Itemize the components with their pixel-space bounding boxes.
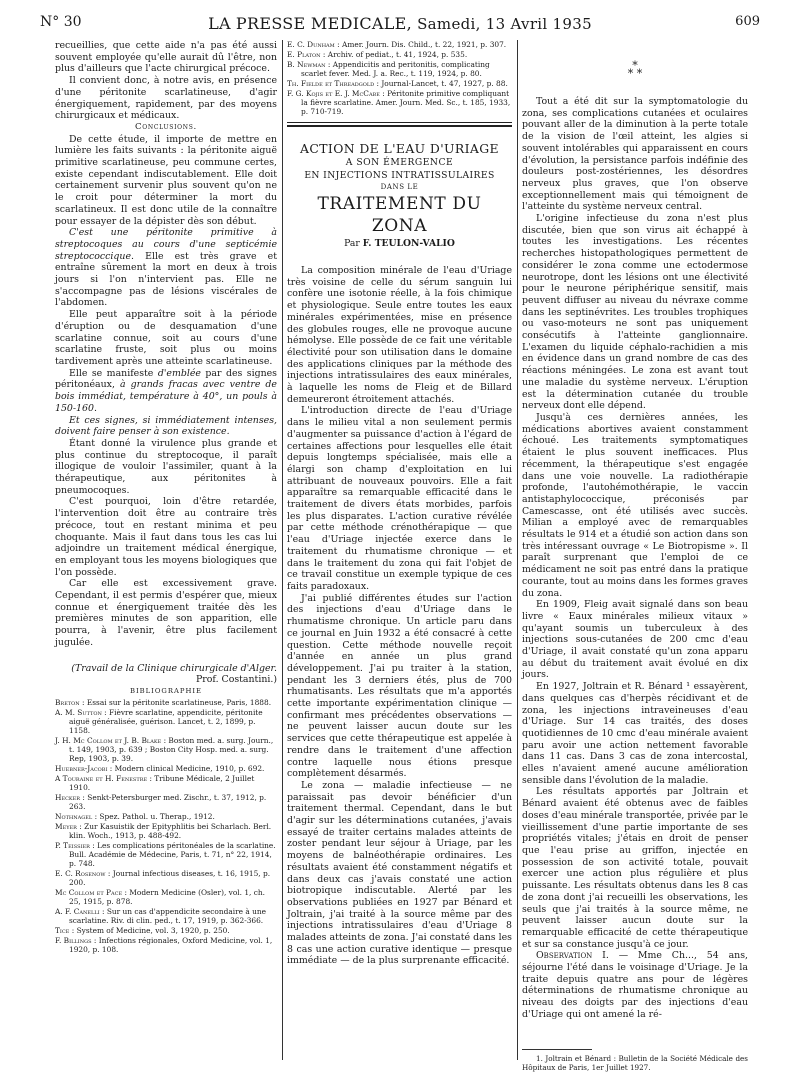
column-left — [55, 40, 277, 955]
bibliography-entry — [55, 926, 277, 935]
reference-author: F. Billings — [55, 935, 92, 945]
reference-text: : Les complications péritonéales de la scarlatine. Bull. Académie de Médecine, Paris, t. 71, n° 22, 1914, p. 748. — [69, 840, 276, 868]
paragraph: En 1909, Fleig avait signalé dans son beau livre « Eaux minérales milieux vitaux » qu'ayant soumis un tuberculeux à des injections sous-cutanées de 200 cmc d'eau d'Uriage, il avait constaté qu'un zona apparu au début du traitement avait évolué en dix jours. — [522, 599, 748, 681]
signature-author: Prof. Costantini.) — [196, 674, 277, 686]
paragraph: Les résultats apportés par Joltrain et Bénard avaient été obtenus avec de faibles doses d'eau minérale transportée, privée par le vieillissement d'une partie importante de ses propriétés vitales; j'étais en droit de penser que l'eau prise au griffon, injectée en possession de son activité totale, pouvait exercer une action plus régulière et plus puissante. Les résultats obtenus dans les 8 cas de zona dont j'ai recueilli les observations, les seuls que j'ai traités à la source même, ne peuvent laisser aucun doute sur la remarquable efficacité de cette thérapeutique et sur sa constance jusqu'à ce jour. — [522, 786, 748, 950]
reference-text: : Modern Medicine (Osler), vol. 1, ch. 25, 1915, p. 878. — [69, 887, 266, 906]
reference-text: : Boston med. a. surg. Journ., t. 149, 1903, p. 639 ; Boston City Hosp. med. a. surg. Rep, 1903, p. 39. — [69, 735, 274, 763]
paragraph — [55, 227, 277, 309]
issue-number: N° 30 — [40, 14, 82, 30]
reference-author: E. Platon — [287, 50, 321, 59]
reference-author: Breton — [55, 697, 80, 707]
running-header — [40, 14, 760, 38]
bibliography-entry — [55, 841, 277, 868]
paragraph: J'ai publié différentes études sur l'action des injections d'eau d'Uriage dans le rhumatisme chronique. Un article paru dans ce journal en Juin 1932 a été consacré à cette question. Cette méthode nouvelle reçoit d'année en année un plus grand développement. J'ai pu traiter à la station, pendant les 3 derniers étés, plus de 700 rhumatisants. Les résultats que m'a apportés cette importante expérimentation clinique — confirmant mes précédentes observations — ne peuvent laisser aucun doute sur les services que cette thérapeutique est appelée à rendre dans le traitement d'une affection contre laquelle nous étions presque complètement désarmés. — [287, 592, 512, 780]
paragraph — [55, 368, 277, 415]
reference-text: : Senkt-Petersburger med. Zischr., t. 37, 1912, p. 263. — [69, 792, 267, 811]
paragraph: recueillies, que cette aide n'a pas été aussi souvent employée qu'elle aurait dû l'être, non plus d'ailleurs que l'acte chirurgical précoce. — [55, 40, 277, 75]
paragraph: La composition minérale de l'eau d'Uriage très voisine de celle du sérum sanguin lui confère une isotonie réelle, à la fois chimique et physiologique. Seule entre toutes les eaux minérales expérimentées, mise en présence des globules rouges, elle ne provoque aucune hémolyse. Elle possède de ce fait une véritable électivité pour son utilisation dans le domaine des applications cliniques par la méthode des injections intratissulaires des eaux minérales, à laquelle les noms de Fleig et de Billard demeureront étroitement attachés. — [287, 265, 512, 405]
bibliography-entry — [55, 888, 277, 906]
reference-text: : Sur un cas d'appendicite secondaire à une scarlatine. Riv. di clin. ped., t. 17, 1919, p. 362-366. — [69, 906, 267, 925]
paragraph: Étant donné la virulence plus grande et plus continue du streptocoque, il paraît illogique de vouloir l'assimiler, quant à la thérapeutique, aux péritonites à pneumocoques. — [55, 437, 277, 496]
reference-author: Meyer — [55, 821, 77, 831]
journal-title-main: PRESSE MEDICALE, — [235, 14, 413, 33]
paragraph: L'introduction directe de l'eau d'Uriage dans le milieu vital a non seulement permis d'augmenter sa puissance d'action à l'égard de certaines affections pour lesquelles elle était depuis longtemps spécialisée, mais elle a élargi son champ d'exploitation en lui attribuant de nouveaux pouvoirs. Elle a fait apparaître sa remarquable efficacité dans le traitement de divers états morbides, parfois les plus disparates. L'action curative révélée par cette méthode crénothérapique — que l'eau d'Uriage injectée exerce dans le traitement du rhumatisme chronique — et dans le traitement du zona qui fait l'objet de ce travail constitue un exemple typique de ces faits paradoxaux. — [287, 405, 512, 592]
reference-author: Hecker — [55, 792, 81, 802]
bibliography-entry — [287, 40, 512, 49]
text-run: par des signes péritonéaux, — [55, 367, 277, 391]
paragraph: Elle peut apparaître soit à la période d'éruption ou de desquamation d'une scarlatine connue, soit au cours d'une scarlatine fruste, soit plus ou moins tardivement après une atteinte scarlatineuse. — [55, 309, 277, 367]
paragraph: En 1927, Joltrain et R. Bénard ¹ essayèrent, dans quelques cas d'herpès récidivant et de zona, les injections intraveineuses d'eau d'Uriage. Sur 14 cas traités, des doses quotidiennes de 10 cmc d'eau minérale avaient paru avoir une action nettement favorable dans 11 cas. Dans 3 cas de zona intercostal, elles n'avaient amené aucune amélioration sensible dans l'évolution de la maladie. — [522, 681, 748, 786]
article-title-main: TRAITEMENT DU ZONA — [317, 194, 482, 236]
observation-label: Observation I. — — [536, 950, 638, 962]
bibliography-entry — [55, 708, 277, 735]
paragraph — [522, 950, 748, 1020]
separator-thick — [287, 125, 512, 127]
bibliography-list — [55, 698, 277, 954]
text-run: Elle se manifeste — [69, 367, 158, 379]
reference-text: : Zur Kasuistik der Epityphlitis bei Scharlach. Berl. klin. Woch., 1913, p. 488-492. — [69, 821, 272, 840]
reference-author: E. C. Rosenow — [55, 868, 106, 878]
bibliography-heading: BIBLIOGRAPHIE — [129, 686, 203, 695]
bibliography-entry — [55, 698, 277, 707]
article-title-line2: A SON ÉMERGENCE — [345, 157, 454, 168]
reference-author: Mc Collom et Pace — [55, 887, 123, 897]
bibliography-entry — [55, 936, 277, 954]
paragraph: Le zona — maladie infectieuse — ne paraissait pas devoir bénéficier d'un traitement thermal. Cependant, dans le but d'agir sur les déterminations cutanées, j'avais essayé de traiter certains malades atteints de zoster pendant leur séjour à Uriage, par les moyens de balnéothérapie ordinaires. Les résultats avaient été constamment négatifs et dans deux cas j'avais constaté une action biotropique indiscutable. Alerté par les observations publiées en 1927 par Bénard et Joltrain, j'ai traité à la source même par des injections intratissulaires d'eau d'Uriage 8 malades atteints de zona. J'ai constaté dans les 8 cas une action curative identique — presque immédiate — de la plus surprenante efficacité. — [287, 779, 512, 967]
reference-author: A. M. Sutton — [55, 707, 102, 717]
column-rule-left — [282, 40, 283, 1060]
paragraph: De cette étude, il importe de mettre en lumière les faits suivants : la péritonite aiguë primitive scarlatineuse, peu commune certes, existe cependant indiscutablement. Elle doit certainement survenir plus souvent qu'on ne le croit pour déterminer la mort du scarlatineux. Il est donc utile de la connaître pour essayer de la dépister dès son début. — [55, 133, 277, 227]
journal-title — [40, 14, 760, 33]
reference-author: P. Teissier — [55, 840, 90, 850]
reference-text: : Péritonite primitive compliquant la fièvre scarlatine. Amer. Journ. Med. Sc., t. 185, 1933, p. 710-719. — [301, 89, 511, 116]
bibliography-entry — [55, 907, 277, 925]
reference-author: Tice — [55, 925, 70, 935]
reference-text: : Journal infectious diseases, t. 16, 1915, p. 200. — [69, 868, 271, 887]
bibliography-entry — [55, 736, 277, 763]
text-run: Mme Ch..., 54 ans, séjourne l'été dans le voisinage d'Uriage. Je la traite depuis quatre ans pour de légères déterminations de rhumatisme chronique au niveau des doigts par des injections d'eau d'Uriage qui ont amené la ré- — [522, 950, 748, 1020]
emphasis: d'emblée — [157, 367, 201, 379]
paragraph: Car elle est excessivement grave. Cependant, il est permis d'espérer que, mieux connue et énergiquement traitée dès les premières minutes de son apparition, elle pourra, à l'avenir, être plus facilement jugulée. — [55, 578, 277, 648]
bibliography-entry — [55, 764, 277, 773]
reference-author: A Touraine et H. Fenestre — [55, 773, 148, 783]
journal-title-pre: LA — [208, 14, 231, 33]
footnote: 1. Joltrain et Bénard : Bulletin de la Société Médicale des Hôpitaux de Paris, 1er Juillet 1927. — [522, 1053, 748, 1072]
bibliography-entry — [55, 822, 277, 840]
reference-text: : Essai sur la péritonite scarlatineuse, Paris, 1888. — [79, 697, 272, 707]
section-break-asterisks: * * * — [627, 59, 643, 80]
article-title-line1: ACTION DE L'EAU D'URIAGE — [300, 141, 499, 156]
reference-text: : Infections régionales, Oxford Medicine, vol. 1, 1920, p. 108. — [69, 935, 273, 954]
bibliography-entry — [55, 812, 277, 821]
article-title-line3: EN INJECTIONS INTRATISSULAIRES — [304, 170, 495, 181]
footnote-rule — [522, 1049, 592, 1050]
reference-author: E. C. Dunham — [287, 40, 335, 49]
column-middle — [287, 40, 512, 967]
paragraph: Tout a été dit sur la symptomatologie du zona, ses complications cutanées et oculaires pouvant aller de la diminution à la perte totale de la vision de l'œil atteint, les algies si souvent intolérables qui apparaissent en cours d'évolution, la persistance parfois indéfinie des douleurs post-zostériennes, les désordres nerveux plus graves, que l'on observe exceptionnellement mais qui témoignent de l'atteinte du système nerveux central. — [522, 96, 748, 213]
text-run: Elle est très grave et entraîne sûrement la mort en deux à trois jours si l'on n'intervient pas. Elle ne s'accompagne pas de lésions viscérales de l'abdomen. — [55, 250, 277, 309]
bibliography-entry — [55, 869, 277, 887]
section-heading-conclusions: Conclusions. — [135, 121, 197, 132]
bibliography-entry — [55, 774, 277, 792]
bibliography-entry — [287, 89, 512, 116]
signature-line: (Travail de la Clinique chirurgicale d'Alger. — [71, 662, 277, 674]
reference-text: : Spez. Pathol. u. Therap., 1912. — [92, 811, 215, 821]
reference-author: Th. Fielde et Threadgold — [287, 79, 375, 88]
bibliography-entry — [287, 50, 512, 59]
reference-text: : Amer. Journ. Dis. Child., t. 22, 1921, p. 307. — [334, 40, 507, 49]
page-number: 609 — [735, 14, 760, 29]
reference-text: : Appendicitis and peritonitis, complicating scarlet fever. Med. J. a. Rec., t. 119, 1924, p. 80. — [301, 60, 490, 78]
paragraph: L'origine infectieuse du zona n'est plus discutée, bien que son virus ait échappé à toutes les investigations. Les récentes recherches histopathologiques permettent de considérer le zona comme une ectodermose neurotrope, dont les lésions ont une électivité pour le neurone périphérique sensitif, mais peuvent diffuser au niveau du névraxe comme dans les septinévrites. Les troubles trophiques ou vaso-moteurs ne sont pas uniquement consécutifs à l'atteinte ganglionnaire. L'examen du liquide céphalo-rachidien a mis en évidence dans un grand nombre de cas des réactions méningées. Le zona est avant tout une maladie du système nerveux. L'éruption est la détermination cutanée du trouble nerveux dont elle dépend. — [522, 213, 748, 412]
issue-date: Samedi, 13 Avril 1935 — [417, 15, 592, 33]
emphasis: C'est une péritonite primitive à streptocoques au cours d'une septicémie streptococcique. — [55, 227, 277, 262]
article-author: F. TEULON-VALIO — [362, 238, 455, 249]
column-rule-right — [517, 40, 518, 1060]
reference-text: : Archiv. of pediat., t. 41, 1924, p. 535. — [320, 50, 468, 59]
paragraph: Et ces signes, si immédiatement intenses, doivent faire penser à son existence. — [55, 414, 277, 438]
byline-prefix: Par — [344, 238, 363, 249]
reference-author: Nothnagel — [55, 811, 93, 821]
reference-author: F. G. Kojis et E. J. McCabe — [287, 89, 380, 98]
reference-text: : Modern clinical Medicine, 1910, p. 692. — [107, 763, 265, 773]
article-title-line4: DANS LE — [380, 183, 419, 191]
article-byline — [287, 237, 512, 251]
reference-text: : System of Medicine, vol. 3, 1920, p. 250. — [69, 925, 230, 935]
reference-text: : Journal-Lancet, t. 47, 1927, p. 88. — [374, 79, 508, 88]
reference-author: Huebner-Jacobi — [55, 763, 108, 773]
column-right — [522, 40, 748, 1072]
emphasis: à grands fracas avec ventre de bois immédiat, température à 40°, un pouls à 150-160. — [55, 379, 277, 414]
paragraph: Il convient donc, à notre avis, en présence d'une péritonite scarlatineuse, d'agir énergiquement, rapidement, par des moyens chirurgicaux et médicaux. — [55, 75, 277, 122]
reference-author: B. Newman — [287, 60, 326, 69]
reference-author: A. F. Canelli — [55, 906, 100, 916]
reference-text: : Tribune Médicale, 2 Juillet 1910. — [69, 773, 255, 792]
paragraph: Jusqu'à ces dernières années, les médications abortives avaient constamment échoué. Les traitements symptomatiques étaient le plus souvent inefficaces. Plus récemment, la thérapeutique s'est engagée dans une voie nouvelle. La radiothérapie profonde, l'autohémothérapie, le vaccin antistaphylococcique, préconisés par Camescasse, ont été utilisés avec succès. Milian a employé avec de remarquables résultats le 914 et a étudié son action dans son très intéressant ouvrage « Le Biotropisme ». Il paraît surprenant que l'emploi de ce médicament ne soit pas entré dans la pratique courante, tout au moins dans les formes graves du zona. — [522, 411, 748, 599]
bibliography-entry — [55, 793, 277, 811]
separator — [287, 122, 512, 123]
bibliography-list-continued — [287, 40, 512, 116]
bibliography-entry — [287, 60, 512, 78]
paragraph: C'est pourquoi, loin d'être retardée, l'intervention doit être au contraire très précoce, tout en restant minima et peu choquante. Mais il faut dans tous les cas lui adjoindre un traitement médical énergique, en employant tous les moyens biologiques que l'on possède. — [55, 496, 277, 578]
reference-author: J. H. Mc Collom et J. B. Blake — [55, 735, 162, 745]
reference-text: : Fièvre scarlatine, appendicite, péritonite aiguë généralisée, guérison. Lancet, t. 2, 1899, p. 1158. — [69, 707, 263, 735]
bibliography-entry — [287, 79, 512, 88]
